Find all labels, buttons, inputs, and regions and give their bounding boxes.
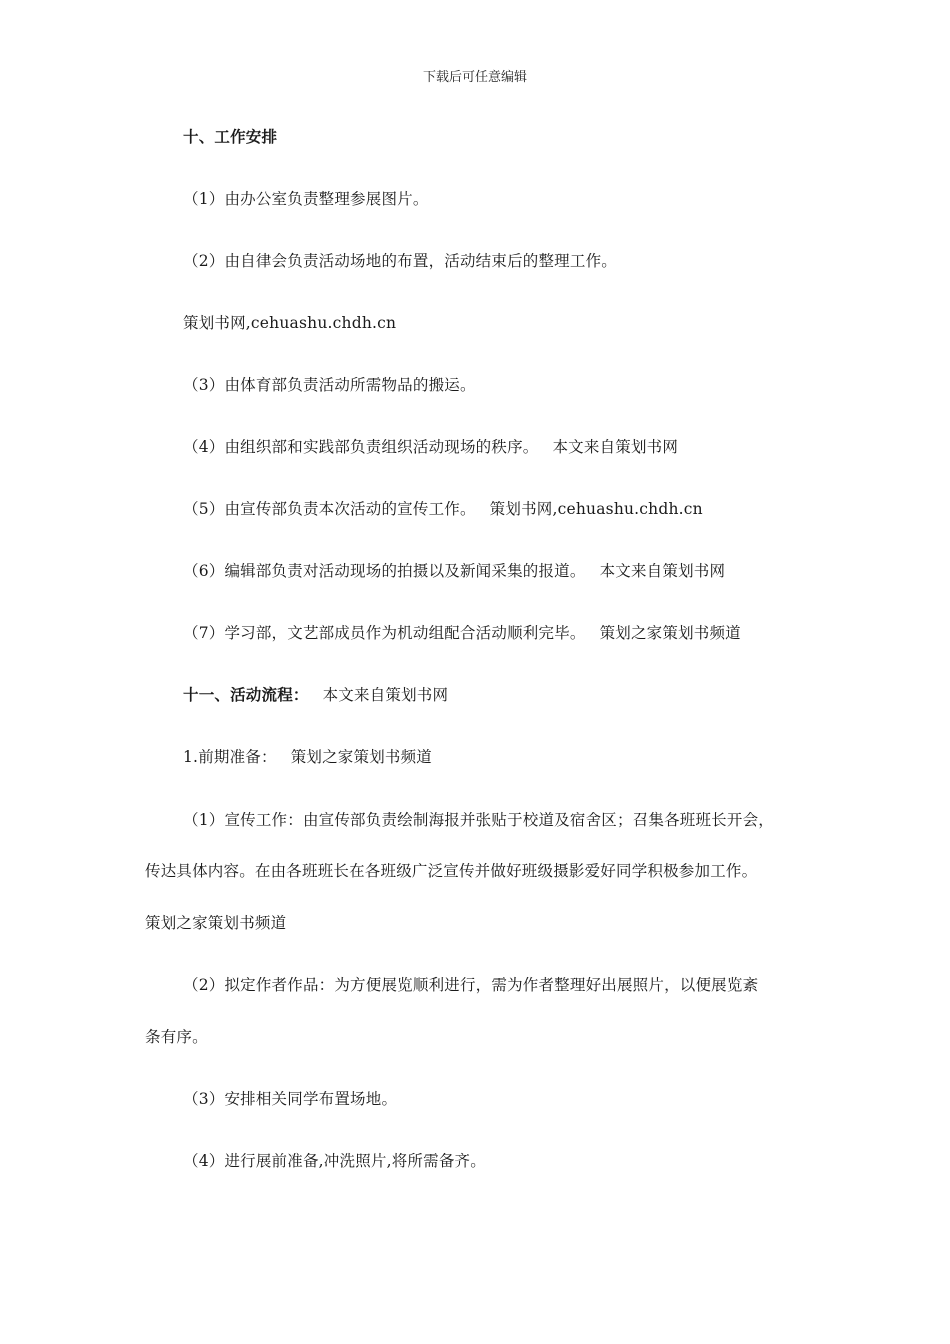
section-10-item-2: （2）由自律会负责活动场地的布置，活动结束后的整理工作。 bbox=[183, 252, 617, 270]
subsection-1-suffix: 策划之家策划书频道 bbox=[290, 748, 433, 766]
item-5-suffix: 策划书网,cehuashu.chdh.cn bbox=[489, 500, 703, 518]
item-5-text: （5）由宣传部负责本次活动的宣传工作。 bbox=[183, 500, 476, 518]
item-7-text: （7）学习部，文艺部成员作为机动组配合活动顺利完毕。 bbox=[183, 624, 586, 642]
paragraph-4: （4）进行展前准备,冲洗照片,将所需备齐。 bbox=[183, 1152, 486, 1170]
paragraph-2-line-2: 条有序。 bbox=[145, 1028, 208, 1046]
section-11-heading-suffix: 本文来自策划书网 bbox=[322, 686, 449, 704]
page-header: 下载后可任意编辑 bbox=[422, 70, 527, 85]
section-11-heading-line bbox=[183, 685, 448, 705]
item-6-suffix: 本文来自策划书网 bbox=[599, 562, 726, 580]
subsection-1-title: 1.前期准备： bbox=[183, 748, 277, 766]
paragraph-3: （3）安排相关同学布置场地。 bbox=[183, 1090, 398, 1108]
paragraph-2-line-1: （2）拟定作者作品：为方便展览顺利进行，需为作者整理好出展照片，以便展览紊 bbox=[183, 976, 759, 994]
section-10-item-1: （1）由办公室负责整理参展图片。 bbox=[183, 190, 429, 208]
section-10-item-3: （3）由体育部负责活动所需物品的搬运。 bbox=[183, 376, 476, 394]
section-10-item-5 bbox=[183, 499, 703, 519]
section-10-item-6 bbox=[183, 561, 725, 581]
item-6-text: （6）编辑部负责对活动现场的拍摄以及新闻采集的报道。 bbox=[183, 562, 586, 580]
section-10-heading: 十、工作安排 bbox=[183, 127, 278, 146]
subsection-1-line bbox=[183, 747, 432, 767]
section-10-item-4 bbox=[183, 437, 678, 457]
item-7-suffix: 策划之家策划书频道 bbox=[599, 624, 741, 642]
item-4-suffix: 本文来自策划书网 bbox=[552, 438, 679, 456]
section-11-heading: 十一、活动流程： bbox=[183, 685, 309, 704]
paragraph-1-line-2: 传达具体内容。在由各班班长在各班级广泛宣传并做好班级摄影爱好同学积极参加工作。 bbox=[145, 862, 758, 880]
paragraph-1-line-1: （1）宣传工作：由宣传部负责绘制海报并张贴于校道及宿舍区；召集各班班长开会， bbox=[183, 811, 774, 829]
paragraph-1-line-3: 策划之家策划书频道 bbox=[145, 914, 287, 932]
section-10-item-7 bbox=[183, 623, 741, 643]
source-note: 策划书网,cehuashu.chdh.cn bbox=[183, 314, 397, 332]
item-4-text: （4）由组织部和实践部负责组织活动现场的秩序。 bbox=[183, 438, 539, 456]
